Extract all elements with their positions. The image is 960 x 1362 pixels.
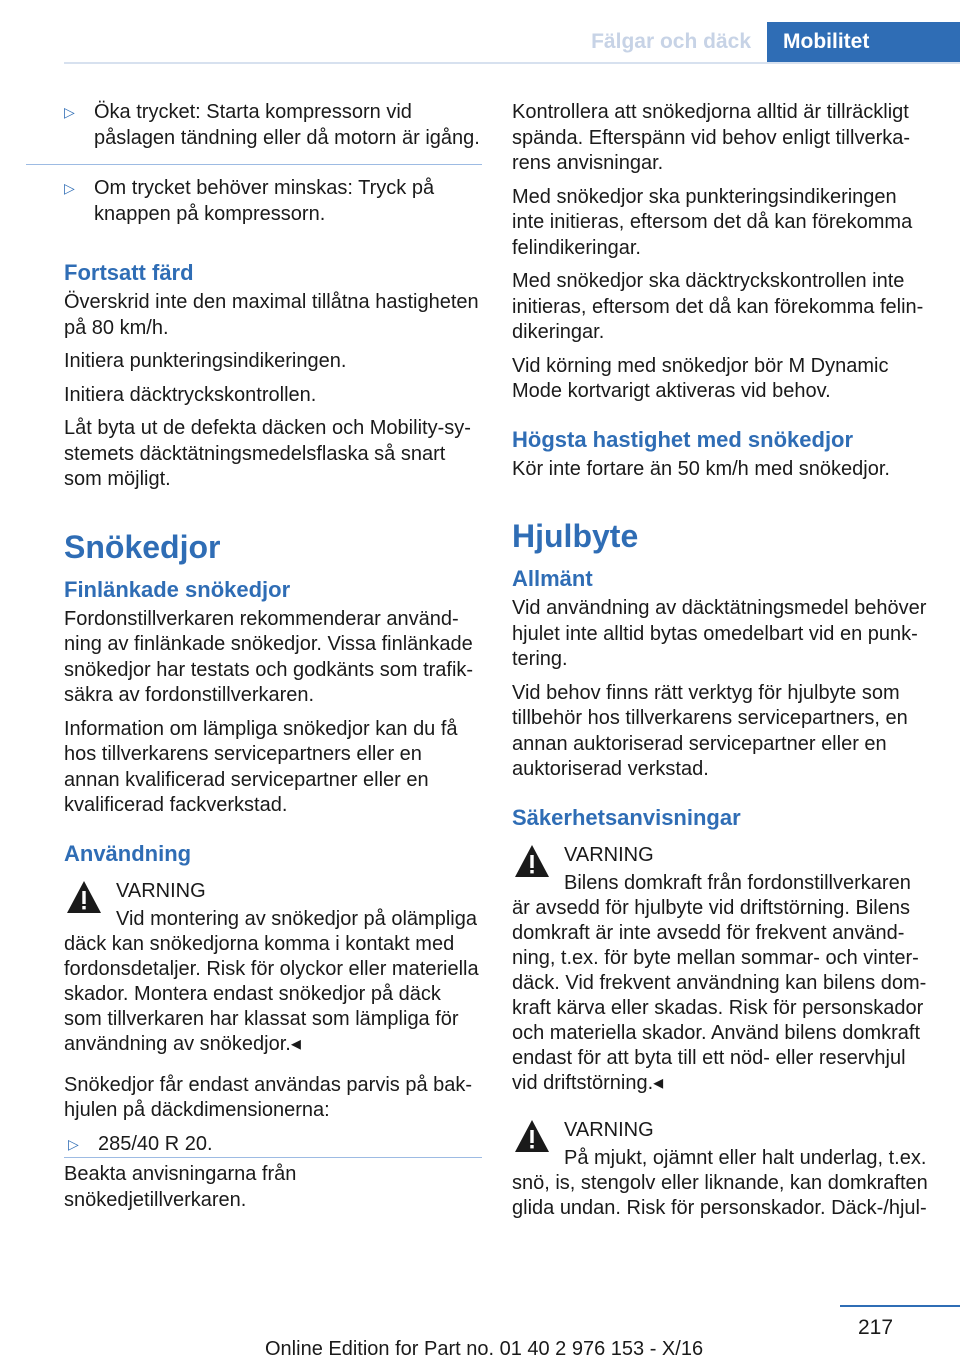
warning-triangle-icon <box>512 841 552 881</box>
paragraph: Med snökedjor ska punkteringsindikeringen inte initieras, eftersom det då kan förekomma felindikeringar. <box>512 185 913 259</box>
warning-text: Vid montering av snökedjor på olämpliga däck kan snökedjorna komma i kontakt med fordonsdetaljer. Risk för olyckor eller materiella skador. Montera endast snökedjor på däck som tillverkaren har klassat som lämpliga för användning av snökedjor.◂ <box>64 907 479 1055</box>
page-header <box>574 22 960 62</box>
paragraph: Vid körning med snökedjor bör M Dynamic Mode kortvarigt aktiveras vid behov. <box>512 354 889 402</box>
right-column <box>512 100 930 1231</box>
warning-triangle-icon <box>512 1116 552 1156</box>
footer-divider <box>840 1305 960 1307</box>
paragraph: Vid behov finns rätt verktyg för hjulbyte som tillbehör hos tillverkarens servicepartners, en annan auktoriserad servicepartner eller en auktoriserad verkstad. <box>512 681 908 780</box>
heading-anvandning: Användning <box>64 840 192 866</box>
heading-sakerhetsanvisningar: Säkerhetsanvisningar <box>512 804 741 830</box>
heading-fortsatt-fard: Fortsatt färd <box>64 260 194 285</box>
paragraph: Kontrollera att snökedjorna alltid är tillräckligt spända. Efterspänn vid behov enligt tillverkarens anvisningar. <box>512 101 911 174</box>
heading-finlankade: Finlänkade snökedjor <box>64 576 291 602</box>
paragraph: Beakta anvisningarna från snökedjetillverkaren. <box>64 1163 297 1211</box>
paragraph: Låt byta ut de defekta däcken och Mobility-systemets däcktätningsmedelsflaska så snart som möjligt. <box>64 417 471 490</box>
edition-footer: Online Edition for Part no. 01 40 2 976 153 - X/16 <box>265 1338 704 1360</box>
heading-snokedjor: Snökedjor <box>64 528 221 565</box>
heading-hjulbyte: Hjulbyte <box>512 518 639 554</box>
list-item <box>26 100 482 165</box>
header-divider <box>64 62 960 64</box>
paragraph: Fordonstillverkaren rekommenderar användning av finlänkade snökedjor. Vissa finlänkade snökedjor har testats och godkänts som trafiksäkra av fordonstillverkaren. <box>64 607 474 706</box>
warning-block <box>512 1114 930 1221</box>
list-item-text: Om trycket behöver minskas: Tryck på knappen på kompressorn. <box>94 177 435 225</box>
warning-label: VARNING <box>564 843 654 866</box>
heading-hogsta-hastighet: Högsta hastighet med snökedjor <box>512 426 854 452</box>
warning-label: VARNING <box>564 1118 654 1141</box>
warning-triangle-icon <box>64 877 104 917</box>
list-item <box>26 176 482 240</box>
paragraph: Initiera däcktryckskontrollen. <box>64 383 317 406</box>
list-item <box>64 1132 482 1159</box>
header-section-tab[interactable]: Fälgar och däck <box>591 30 751 53</box>
left-column <box>64 100 482 1221</box>
warning-text: På mjukt, ojämnt eller halt underlag, t.ex. snö, is, stengolv eller liknande, kan domkraften glida undan. Risk för personskador. Däck-/hjul- <box>512 1146 928 1219</box>
paragraph: Överskrid inte den maximal tillåtna hastigheten på 80 km/h. <box>64 291 479 339</box>
list-item-text: Öka trycket: Starta kompressorn vid påslagen tändning eller då motorn är igång. <box>94 101 480 149</box>
warning-label: VARNING <box>116 879 206 902</box>
warning-block <box>64 875 482 1057</box>
warning-text: Bilens domkraft från fordonstillverkaren är avsedd för hjulbyte vid driftstörning. Bilens domkraft är inte avsedd för frekvent användning, t.ex. för byte mellan sommar- och vinterdäck. Vid frekvent användning kan bilens domkraft kärva eller skadas. Risk för personskador och materiella skador. Använd bilens domkraft endast för att byta till ett nöd- eller reservhjul vid driftstörning.◂ <box>512 871 927 1094</box>
page-number: 217 <box>858 1316 894 1339</box>
paragraph: Vid användning av däcktätningsmedel behöver hjulet inte alltid bytas omedelbart vid en punktering. <box>512 597 927 670</box>
paragraph: Kör inte fortare än 50 km/h med snökedjor. <box>512 457 890 480</box>
paragraph: Med snökedjor ska däcktryckskontrollen inte initieras, eftersom det då kan förekomma felindikeringar. <box>512 270 924 343</box>
paragraph: Information om lämpliga snökedjor kan du få hos tillverkarens servicepartners eller en annan kvalificerad servicepartner eller en kvalificerad fackverkstad. <box>64 717 458 816</box>
heading-allmant: Allmänt <box>512 566 593 591</box>
header-chapter-tab[interactable]: Mobilitet <box>767 22 960 62</box>
warning-block <box>512 839 930 1096</box>
bullet-triangle-icon: ▷ <box>64 180 75 196</box>
paragraph: Snökedjor får endast användas parvis på bakhjulen på däckdimensionerna: <box>64 1073 473 1121</box>
bullet-triangle-icon: ▷ <box>64 104 75 120</box>
bullet-triangle-icon: ▷ <box>68 1135 79 1152</box>
paragraph: Initiera punkteringsindikeringen. <box>64 350 347 372</box>
list-item-text: 285/40 R 20. <box>98 1132 213 1155</box>
